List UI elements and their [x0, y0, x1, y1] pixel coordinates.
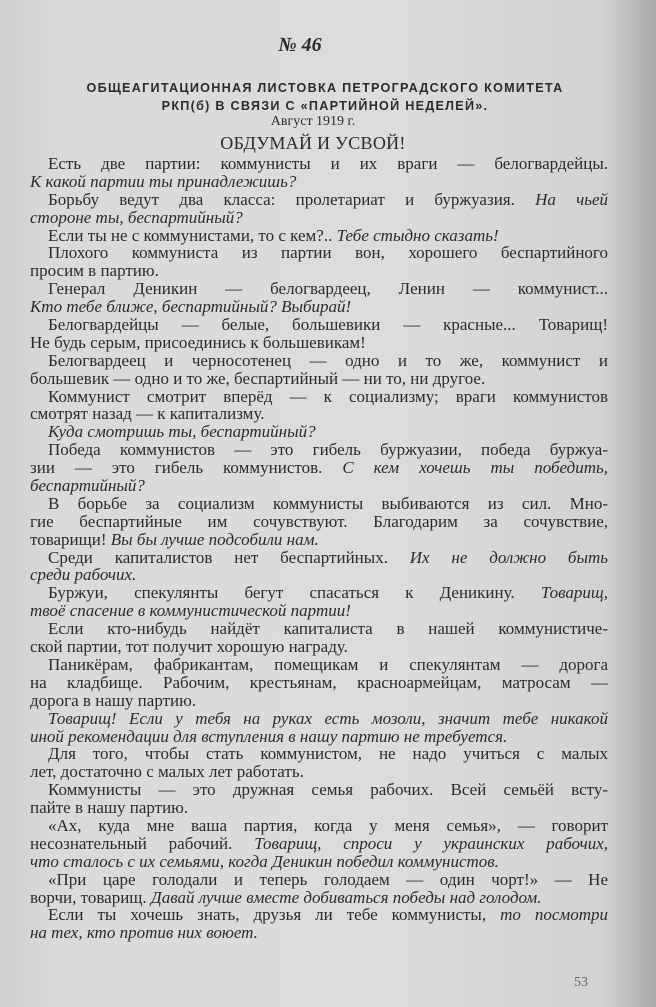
paragraph	[30, 423, 608, 441]
text-line	[30, 262, 608, 280]
italic-text: беспартийный?	[30, 476, 145, 496]
text-line	[30, 728, 608, 746]
italic-text: то посмотри	[500, 905, 609, 925]
paragraph	[30, 549, 608, 585]
italic-text: Товарищ! Если у тебя на руках есть мозоли, значит тебе никакой	[48, 708, 608, 728]
text-line	[30, 584, 608, 602]
text: зии — это гибель коммунистов.	[30, 458, 343, 478]
paragraph	[30, 388, 608, 424]
text: ской партии, тот получит хорошую награду.	[30, 637, 348, 657]
text: смотрят назад — к капитализму.	[30, 404, 265, 424]
text: Коммунист смотрит вперёд — к социализму; враги коммунистов	[48, 386, 608, 406]
italic-text: С кем хочешь ты победить,	[342, 458, 608, 478]
text: ворчи, товарищ.	[30, 887, 151, 907]
text-line	[30, 280, 608, 298]
text-line	[30, 244, 608, 262]
italic-text: Куда смотришь ты, беспартийный?	[48, 422, 316, 442]
text: товарищи!	[30, 529, 111, 549]
text: пайте в нашу партию.	[30, 798, 189, 818]
text-line	[30, 477, 608, 495]
text-line	[30, 692, 608, 710]
leaflet-body	[30, 155, 608, 942]
paragraph	[30, 906, 608, 942]
italic-text: что сталось с их семьями, когда Деникин победил коммунистов.	[30, 851, 499, 871]
italic-text: На чьей	[535, 189, 608, 209]
text: большевик — одно и то же, беспартийный — ни то, ни другое.	[30, 368, 486, 388]
text-line	[30, 745, 608, 763]
paragraph	[30, 244, 608, 280]
italic-text: на тех, кто против них воюет.	[30, 923, 258, 943]
text-line	[30, 638, 608, 656]
text-line	[30, 710, 608, 728]
text-line	[30, 906, 608, 924]
text-line	[30, 763, 608, 781]
text: Для того, чтобы стать коммунистом, не надо учиться с малых	[48, 744, 608, 764]
text-line	[30, 495, 608, 513]
paragraph	[30, 352, 608, 388]
text-line	[30, 405, 608, 423]
italic-text: среди рабочих.	[30, 565, 137, 585]
text-line	[30, 370, 608, 388]
text: Если ты не с коммунистами, то с кем?..	[48, 225, 337, 245]
text: Победа коммунистов — это гибель буржуазии, победа буржуа-	[48, 440, 608, 460]
text-line	[30, 674, 608, 692]
text: Если кто-нибудь найдёт капиталиста в нашей коммунистиче-	[48, 619, 608, 639]
paragraph	[30, 620, 608, 656]
document-title-line-2: РКП(б) В СВЯЗИ С «ПАРТИЙНОЙ НЕДЕЛЕЙ».	[161, 98, 489, 113]
text-line	[30, 459, 608, 477]
text-line	[30, 799, 608, 817]
text-line	[30, 155, 608, 173]
paragraph	[30, 710, 608, 746]
text-line	[30, 602, 608, 620]
text-line	[30, 191, 608, 209]
text-line	[30, 513, 608, 531]
paragraph	[30, 155, 608, 191]
text: дорога в нашу партию.	[30, 690, 197, 710]
text-line	[30, 835, 608, 853]
italic-text: Кто тебе ближе, беспартийный? Выбирай!	[30, 297, 352, 317]
text: Если ты хочешь знать, друзья ли тебе коммунисты,	[48, 905, 501, 925]
text-line	[30, 853, 608, 871]
text: Буржуи, спекулянты бегут спасаться к Деникину.	[48, 583, 541, 603]
text: Генерал Деникин — белогвардеец, Ленин — коммунист...	[48, 279, 608, 299]
text-line	[30, 889, 608, 907]
text: Не будь серым, присоединись к большевикам!	[30, 332, 366, 352]
italic-text: Товарищ, спроси у украинских рабочих,	[254, 833, 609, 853]
text-line	[30, 227, 608, 245]
leaflet-heading: ОБДУМАЙ И УСВОЙ!	[220, 133, 406, 153]
text-line	[30, 924, 608, 942]
paragraph	[30, 495, 608, 549]
paragraph	[30, 817, 608, 871]
text: лет, достаточно с малых лет работать.	[30, 762, 304, 782]
text: «При царе голодали и теперь голодаем — один чорт!» — Не	[48, 869, 608, 889]
text: Коммунисты — это дружная семья рабочих. Всей семьёй всту-	[48, 780, 608, 800]
text-line	[30, 817, 608, 835]
paragraph	[30, 227, 608, 245]
italic-text: твоё спасение в коммунистической партии!	[30, 601, 351, 621]
text: Есть две партии: коммунисты и их враги — белогвардейцы.	[48, 154, 608, 173]
text-line	[30, 388, 608, 406]
text: Борьбу ведут два класса: пролетариат и буржуазия.	[48, 189, 536, 209]
text-line	[30, 549, 608, 567]
text-line	[30, 871, 608, 889]
text: В борьбе за социализм коммунисты выбиваются из сил. Мно-	[48, 493, 608, 513]
text-line	[30, 656, 608, 674]
italic-text: стороне ты, беспартийный?	[30, 207, 243, 227]
page-number: 53	[574, 975, 588, 990]
document-title-line-1: ОБЩЕАГИТАЦИОННАЯ ЛИСТОВКА ПЕТРОГРАДСКОГО КОМИТЕТА	[86, 80, 564, 95]
text: Паникёрам, фабрикантам, помещикам и спекулянтам — дорога	[48, 654, 608, 674]
text: «Ах, куда мне ваша партия, когда у меня семья», — говорит	[48, 815, 608, 835]
text-line	[30, 441, 608, 459]
paragraph	[30, 441, 608, 495]
italic-text: Вы бы лучше подсобили нам.	[110, 529, 319, 549]
paragraph	[30, 316, 608, 352]
text-line	[30, 298, 608, 316]
text: на кладбище. Рабочим, крестьянам, красноармейцам, матросам —	[30, 672, 608, 692]
paragraph	[30, 745, 608, 781]
text: гие беспартийные им сочувствуют. Благодарим за сочувствие,	[30, 511, 608, 531]
text: просим в партию.	[30, 261, 159, 281]
paragraph	[30, 656, 608, 710]
text-line	[30, 781, 608, 799]
text-line	[30, 531, 608, 549]
italic-text: Товарищ,	[540, 583, 608, 603]
text-line	[30, 566, 608, 584]
paragraph	[30, 280, 608, 316]
italic-text: Тебе стыдно сказать!	[336, 225, 499, 245]
text-line	[30, 209, 608, 227]
text-line	[30, 316, 608, 334]
text-line	[30, 173, 608, 191]
paragraph	[30, 191, 608, 227]
italic-text: Их не должно быть	[409, 547, 608, 567]
document-number: № 46	[278, 34, 322, 56]
text: Среди капиталистов нет беспартийных.	[48, 547, 410, 567]
document-date: Август 1919 г.	[270, 114, 356, 129]
text: несознательный рабочий.	[30, 833, 255, 853]
paragraph	[30, 781, 608, 817]
paragraph	[30, 871, 608, 907]
italic-text: Давай лучше вместе добиваться победы над голодом.	[150, 887, 542, 907]
text-line	[30, 334, 608, 352]
paragraph	[30, 584, 608, 620]
text-line	[30, 620, 608, 638]
text-line	[30, 423, 608, 441]
text: Плохого коммуниста из партии вон, хорошего беспартийного	[48, 243, 608, 263]
italic-text: К какой партии ты принадлежишь?	[30, 171, 297, 191]
italic-text: иной рекомендации для вступления в нашу партию не требуется.	[30, 726, 508, 746]
text: Белогвардейцы — белые, большевики — красные... Товарищ!	[48, 315, 608, 335]
text-line	[30, 352, 608, 370]
text: Белогвардеец и черносотенец — одно и то же, коммунист и	[48, 350, 608, 370]
